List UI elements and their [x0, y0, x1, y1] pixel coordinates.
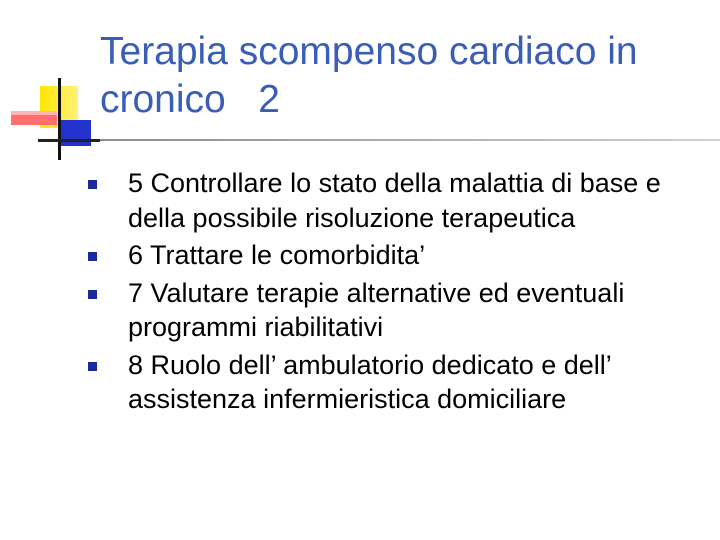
logo-red-highlight	[11, 111, 57, 115]
title-divider	[100, 139, 720, 141]
bullet-item-8	[84, 348, 714, 417]
bullet-text: 7 Valutare terapie alternative ed eventuali programmi riabilitativi	[128, 277, 625, 342]
square-bullet-icon	[88, 362, 97, 371]
logo-blue-block	[61, 120, 91, 146]
logo-vertical-line	[58, 78, 61, 160]
logo-horizontal-line	[38, 139, 100, 142]
bullet-item-6	[84, 238, 714, 273]
bullet-item-7	[84, 276, 714, 345]
title-line-2: cronico 2	[100, 78, 280, 121]
square-bullet-icon	[88, 290, 97, 299]
square-bullet-icon	[88, 180, 97, 189]
bullet-item-5	[84, 166, 714, 235]
square-bullet-icon	[88, 252, 97, 261]
colored-blocks-logo	[0, 0, 100, 170]
bullet-text: 5 Controllare lo stato della malattia di base e della possibile risoluzione terapeutica	[128, 168, 661, 233]
title-line-1: Terapia scompenso cardiaco in	[100, 30, 638, 73]
bullet-text: 8 Ruolo dell’ ambulatorio dedicato e dell’ assistenza infermieristica domiciliare	[128, 349, 611, 414]
slide-title	[100, 28, 710, 124]
bullet-list	[84, 166, 714, 420]
bullet-text: 6 Trattare le comorbidita’	[128, 240, 426, 270]
